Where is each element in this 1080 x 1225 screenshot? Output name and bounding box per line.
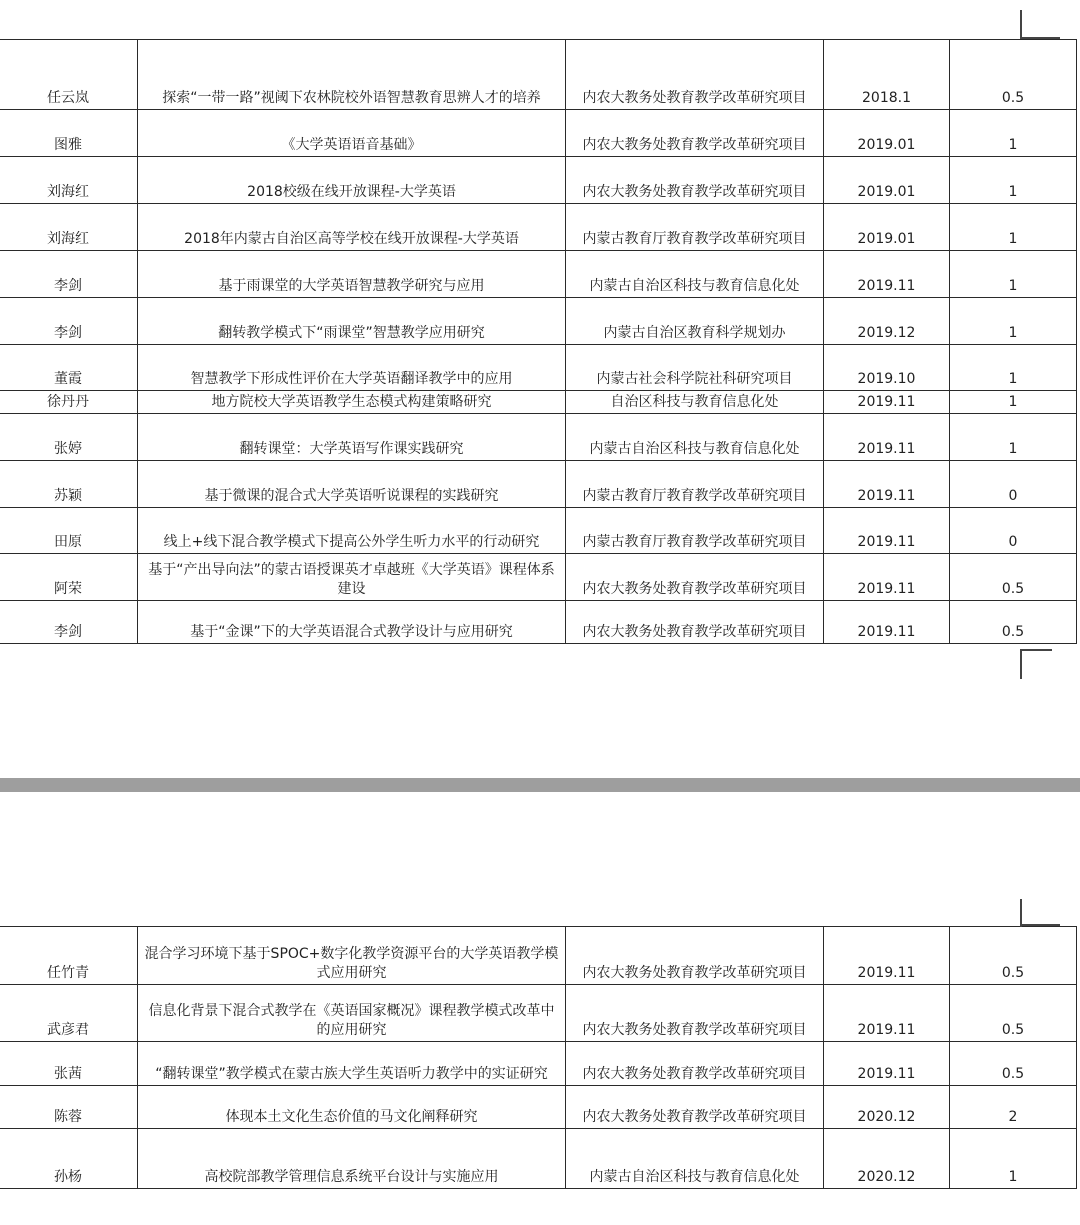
table-row — [0, 1086, 1077, 1129]
cell-score: 0.5 — [950, 554, 1077, 601]
cell-project-title: 智慧教学下形成性评价在大学英语翻译教学中的应用 — [138, 345, 566, 391]
cell-score: 0.5 — [950, 927, 1077, 985]
cell-date: 2019.11 — [824, 508, 950, 554]
cell-name: 孙杨 — [0, 1129, 138, 1189]
cell-score: 1 — [950, 1129, 1077, 1189]
cell-project-title: “翻转课堂”教学模式在蒙古族大学生英语听力教学中的实证研究 — [138, 1042, 566, 1086]
cell-score: 0.5 — [950, 601, 1077, 644]
cell-name: 张茜 — [0, 1042, 138, 1086]
cell-date: 2019.11 — [824, 414, 950, 461]
cell-date: 2018.1 — [824, 40, 950, 110]
cell-name: 陈蓉 — [0, 1086, 138, 1129]
cell-project-source: 内蒙古社会科学院社科研究项目 — [566, 345, 824, 391]
cell-score: 0.5 — [950, 40, 1077, 110]
cell-project-title: 探索“一带一路”视阈下农林院校外语智慧教育思辨人才的培养 — [138, 40, 566, 110]
cell-name: 田原 — [0, 508, 138, 554]
cell-project-source: 内蒙古教育厅教育教学改革研究项目 — [566, 461, 824, 508]
cell-project-source: 内蒙古自治区科技与教育信息化处 — [566, 251, 824, 298]
cell-project-source: 内农大教务处教育教学改革研究项目 — [566, 1086, 824, 1129]
cell-name: 徐丹丹 — [0, 391, 138, 414]
cell-name: 刘海红 — [0, 204, 138, 251]
cell-date: 2019.11 — [824, 985, 950, 1042]
table-row — [0, 508, 1077, 554]
table-row — [0, 110, 1077, 157]
cell-score: 2 — [950, 1086, 1077, 1129]
cell-project-title: 高校院部教学管理信息系统平台设计与实施应用 — [138, 1129, 566, 1189]
cell-project-source: 内蒙古自治区科技与教育信息化处 — [566, 414, 824, 461]
cell-project-source: 内农大教务处教育教学改革研究项目 — [566, 985, 824, 1042]
cell-date: 2019.01 — [824, 204, 950, 251]
project-table — [0, 39, 1077, 644]
page-corner-mark — [1020, 10, 1052, 38]
project-table — [0, 926, 1077, 1189]
cell-name: 张婷 — [0, 414, 138, 461]
table-row — [0, 985, 1077, 1042]
cell-date: 2019.11 — [824, 461, 950, 508]
page-separator — [0, 778, 1080, 792]
table-row — [0, 461, 1077, 508]
document-page-2 — [0, 792, 1080, 1225]
cell-project-title: 信息化背景下混合式教学在《英语国家概况》课程教学模式改革中的应用研究 — [138, 985, 566, 1042]
cell-score: 1 — [950, 345, 1077, 391]
cell-project-title: 2018年内蒙古自治区高等学校在线开放课程-大学英语 — [138, 204, 566, 251]
table-row — [0, 1042, 1077, 1086]
cell-project-title: 基于“产出导向法”的蒙古语授课英才卓越班《大学英语》课程体系建设 — [138, 554, 566, 601]
table-row — [0, 204, 1077, 251]
cell-score: 1 — [950, 110, 1077, 157]
cell-date: 2019.10 — [824, 345, 950, 391]
table-row — [0, 40, 1077, 110]
cell-project-title: 翻转课堂：大学英语写作课实践研究 — [138, 414, 566, 461]
cell-date: 2019.11 — [824, 601, 950, 644]
cell-date: 2020.12 — [824, 1129, 950, 1189]
cell-name: 图雅 — [0, 110, 138, 157]
table-row — [0, 391, 1077, 414]
cell-name: 阿荣 — [0, 554, 138, 601]
cell-project-source: 内农大教务处教育教学改革研究项目 — [566, 601, 824, 644]
cell-name: 李剑 — [0, 251, 138, 298]
cell-name: 董霞 — [0, 345, 138, 391]
cell-date: 2019.12 — [824, 298, 950, 345]
cell-score: 0 — [950, 461, 1077, 508]
cell-project-title: 地方院校大学英语教学生态模式构建策略研究 — [138, 391, 566, 414]
cell-project-source: 内农大教务处教育教学改革研究项目 — [566, 110, 824, 157]
cell-project-source: 内农大教务处教育教学改革研究项目 — [566, 927, 824, 985]
page-corner-mark-line — [1020, 924, 1060, 926]
table-row — [0, 251, 1077, 298]
cell-name: 李剑 — [0, 601, 138, 644]
cell-date: 2020.12 — [824, 1086, 950, 1129]
cell-project-title: 翻转教学模式下“雨课堂”智慧教学应用研究 — [138, 298, 566, 345]
cell-project-title: 2018校级在线开放课程-大学英语 — [138, 157, 566, 204]
cell-project-source: 自治区科技与教育信息化处 — [566, 391, 824, 414]
cell-score: 0 — [950, 508, 1077, 554]
cell-project-source: 内蒙古教育厅教育教学改革研究项目 — [566, 204, 824, 251]
cell-date: 2019.11 — [824, 251, 950, 298]
cell-project-source: 内蒙古自治区教育科学规划办 — [566, 298, 824, 345]
page-corner-mark — [1020, 899, 1052, 927]
cell-project-title: 基于微课的混合式大学英语听说课程的实践研究 — [138, 461, 566, 508]
cell-project-source: 内农大教务处教育教学改革研究项目 — [566, 554, 824, 601]
cell-name: 任云岚 — [0, 40, 138, 110]
cell-date: 2019.11 — [824, 1042, 950, 1086]
cell-project-title: 线上+线下混合教学模式下提高公外学生听力水平的行动研究 — [138, 508, 566, 554]
cell-score: 0.5 — [950, 985, 1077, 1042]
cell-project-source: 内农大教务处教育教学改革研究项目 — [566, 157, 824, 204]
cell-date: 2019.11 — [824, 554, 950, 601]
cell-name: 李剑 — [0, 298, 138, 345]
cell-score: 1 — [950, 391, 1077, 414]
page-corner-mark — [1020, 649, 1052, 679]
cell-project-title: 混合学习环境下基于SPOC+数字化教学资源平台的大学英语教学模式应用研究 — [138, 927, 566, 985]
cell-score: 0.5 — [950, 1042, 1077, 1086]
cell-date: 2019.01 — [824, 110, 950, 157]
table-row — [0, 414, 1077, 461]
cell-score: 1 — [950, 204, 1077, 251]
cell-project-title: 基于雨课堂的大学英语智慧教学研究与应用 — [138, 251, 566, 298]
cell-name: 刘海红 — [0, 157, 138, 204]
cell-score: 1 — [950, 414, 1077, 461]
cell-name: 任竹青 — [0, 927, 138, 985]
table-row — [0, 554, 1077, 601]
cell-project-source: 内蒙古教育厅教育教学改革研究项目 — [566, 508, 824, 554]
cell-date: 2019.01 — [824, 157, 950, 204]
cell-score: 1 — [950, 298, 1077, 345]
cell-name: 武彦君 — [0, 985, 138, 1042]
cell-date: 2019.11 — [824, 927, 950, 985]
cell-project-source: 内蒙古自治区科技与教育信息化处 — [566, 1129, 824, 1189]
table-row — [0, 927, 1077, 985]
table-row — [0, 157, 1077, 204]
cell-score: 1 — [950, 251, 1077, 298]
table-row — [0, 345, 1077, 391]
cell-project-title: 基于“金课”下的大学英语混合式教学设计与应用研究 — [138, 601, 566, 644]
cell-score: 1 — [950, 157, 1077, 204]
cell-project-title: 体现本土文化生态价值的马文化阐释研究 — [138, 1086, 566, 1129]
cell-project-title: 《大学英语语音基础》 — [138, 110, 566, 157]
cell-date: 2019.11 — [824, 391, 950, 414]
table-row — [0, 601, 1077, 644]
cell-project-source: 内农大教务处教育教学改革研究项目 — [566, 1042, 824, 1086]
cell-project-source: 内农大教务处教育教学改革研究项目 — [566, 40, 824, 110]
table-row — [0, 1129, 1077, 1189]
table-row — [0, 298, 1077, 345]
cell-name: 苏颖 — [0, 461, 138, 508]
